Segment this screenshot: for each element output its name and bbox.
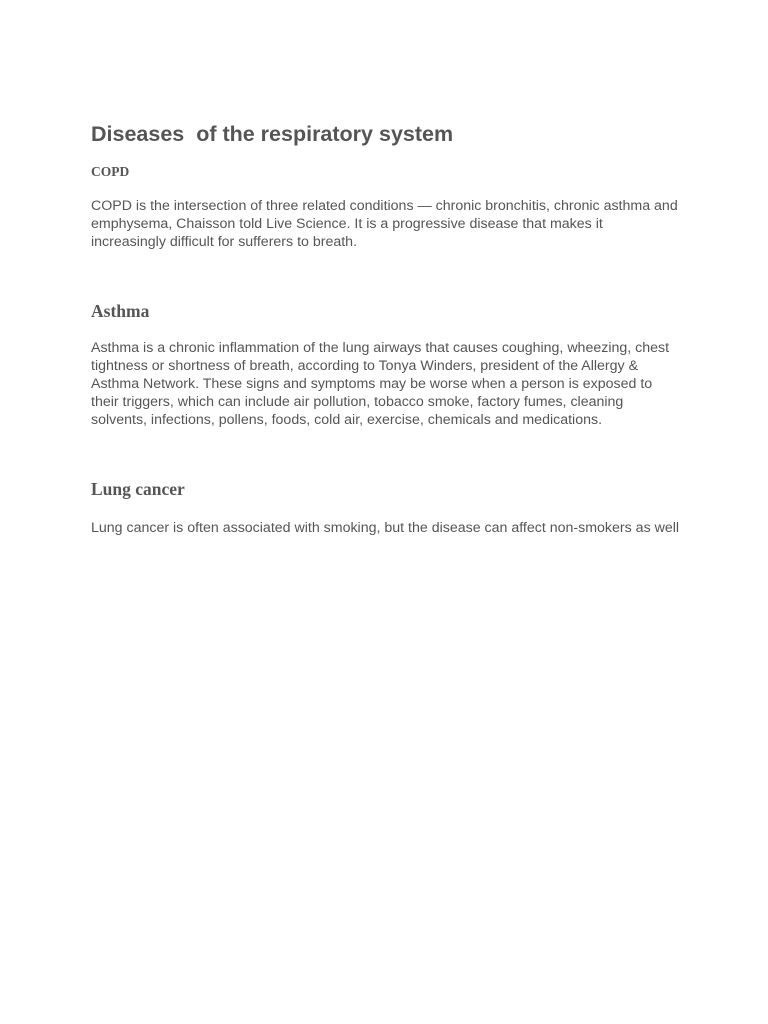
document-content bbox=[91, 120, 681, 537]
section-heading-asthma: Asthma bbox=[91, 301, 150, 321]
section-heading-lung-cancer: Lung cancer bbox=[91, 479, 185, 499]
page-title: Diseases of the respiratory system bbox=[91, 122, 454, 146]
section-body-copd: COPD is the intersection of three related conditions — chronic bronchitis, chronic asthma and emphysema, Chaisson told Live Science. It is a progressive disease that makes it increasingly difficult for sufferers to breath. bbox=[91, 198, 678, 250]
section-body-asthma: Asthma is a chronic inflammation of the lung airways that causes coughing, wheezing, chest tightness or shortness of breath, according to Tonya Winders, president of the Allergy & Asthma Network. These signs and symptoms may be worse when a person is exposed to their triggers, which can include air pollution, tobacco smoke, factory fumes, cleaning solvents, infections, pollens, foods, cold air, exercise, chemicals and medications. bbox=[91, 340, 670, 428]
section-body-lung-cancer: Lung cancer is often associated with smoking, but the disease can affect non-smokers as well bbox=[91, 520, 680, 536]
section-heading-copd: COPD bbox=[91, 164, 130, 179]
